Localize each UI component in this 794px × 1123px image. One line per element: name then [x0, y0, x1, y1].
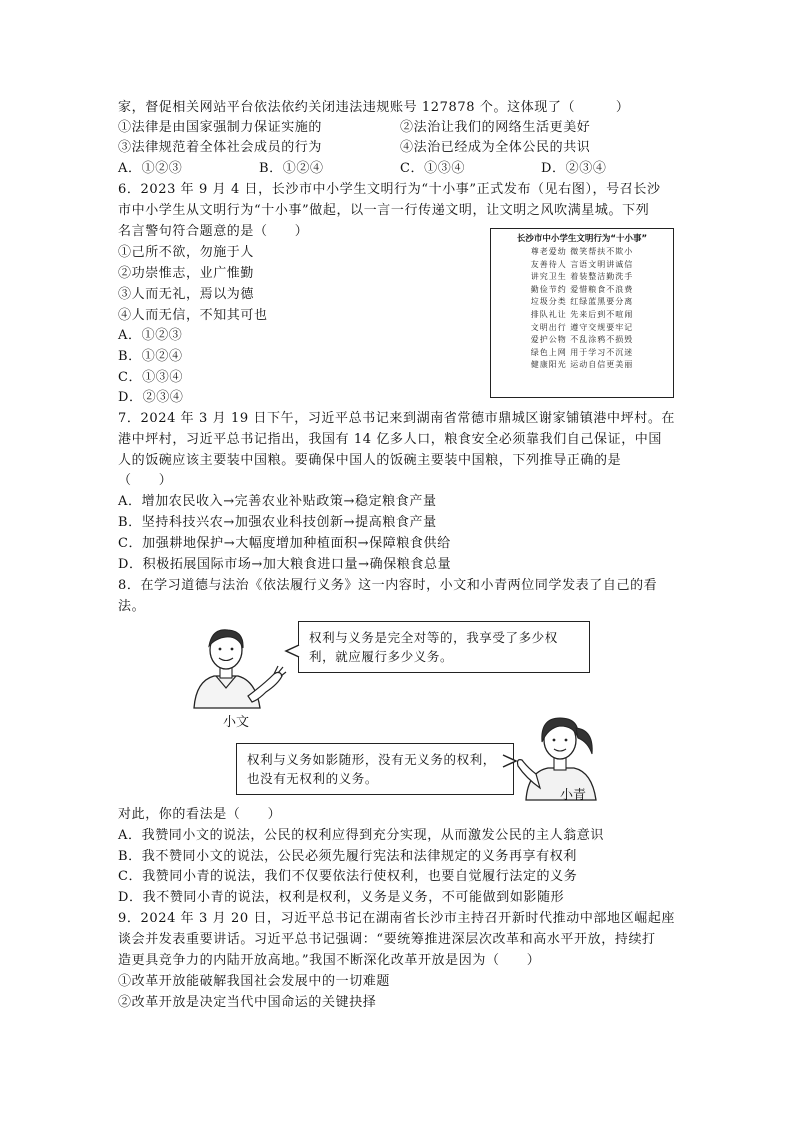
poster-line: 排队礼让 先来后到不喧闹 — [530, 309, 634, 319]
q6-option-b[interactable]: B．①②④ — [118, 349, 183, 364]
q6-line-1: 6．2023 年 9 月 4 日，长沙市中小学生文明行为“十小事”正式发布（见右图），号召长沙 — [118, 182, 661, 197]
q7-option-c[interactable]: C．加强耕地保护→大幅度增加种植面积→保障粮食供给 — [118, 536, 451, 551]
q7-option-d[interactable]: D．积极拓展国际市场→加大粮食进口量→确保粮食总量 — [118, 557, 452, 572]
poster-line: 爱护公物 不乱涂鸦不损毁 — [530, 335, 634, 345]
q8-option-b[interactable]: B．我不赞同小文的说法，公民必须先履行宪法和法律规定的义务再享有权利 — [118, 849, 577, 864]
q6-statement-1: ①己所不欲，勿施于人 — [118, 245, 255, 260]
xiaoqing-speech-bubble: 权利与义务如影随形，没有无义务的权利，也没有无权利的义务。 — [236, 743, 514, 795]
poster-line: 绿色上网 用于学习不沉迷 — [530, 347, 634, 357]
civility-ten-things-poster — [490, 228, 674, 398]
q8-option-a[interactable]: A．我赞同小文的说法，公民的权利应得到充分实现，从而激发公民的主人翁意识 — [118, 828, 604, 843]
q8-line-1: 8．在学习道德与法治《依法履行义务》这一内容时，小文和小青两位同学发表了自己的看 — [118, 578, 658, 593]
xiaoqing-name-label: 小青 — [560, 788, 587, 803]
q7-line-4: （ ） — [118, 473, 173, 488]
q9-statement-1: ①改革开放能破解我国社会发展中的一切难题 — [118, 974, 391, 989]
q6-option-d[interactable]: D．②③④ — [118, 390, 184, 405]
q9-line-3: 造更具竞争力的内陆开放高地。”我国不断深化改革开放是因为（ ） — [118, 953, 541, 968]
poster-line: 尊老爱幼 微笑帮扶不欺小 — [530, 247, 634, 256]
q6-line-3: 名言警句符合题意的是（ ） — [118, 224, 309, 239]
q7-option-a[interactable]: A．增加农民收入→完善农业补贴政策→稳定粮食产量 — [118, 494, 437, 509]
poster-line: 文明出行 遵守交规要牢记 — [530, 322, 634, 332]
q6-statement-3: ③人而无礼，焉以为德 — [118, 287, 255, 302]
q5-option-c[interactable]: C．①③④ — [400, 161, 465, 176]
q5-option-d[interactable]: D．②③④ — [541, 161, 607, 176]
poster-line: 讲究卫生 着装整洁勤洗手 — [530, 272, 634, 282]
poster-line: 垃圾分类 红绿蓝黑要分离 — [530, 297, 634, 307]
q6-option-c[interactable]: C．①③④ — [118, 370, 183, 385]
poster-line: 勤俭节约 爱惜粮食不浪费 — [530, 284, 634, 294]
q8-option-d[interactable]: D．我不赞同小青的说法，权利是权利，义务是义务，不可能做到如影随形 — [118, 890, 565, 905]
q5-statements-row-1 — [118, 119, 678, 137]
q5-option-a[interactable]: A．①②③ — [118, 161, 183, 176]
q7-option-b[interactable]: B．坚持科技兴农→加强农业科技创新→提高粮食产量 — [118, 515, 437, 530]
q5-statements-row-2 — [118, 139, 678, 157]
q5-statement-1: ①法律是由国家强制力保证实施的 — [118, 120, 323, 135]
q9-line-2: 谈会并发表重要讲话。习近平总书记强调：“要统筹推进深层次改革和高水平开放，持续打 — [118, 932, 656, 947]
xiaowen-illustration — [186, 626, 296, 708]
q6-statement-2: ②功崇惟志，业广惟勤 — [118, 266, 255, 281]
q5-statement-3: ③法律规范着全体社会成员的行为 — [118, 140, 323, 155]
bubble-pointer-left — [286, 644, 300, 658]
q5-stem-tail: 家，督促相关网站平台依法依约关闭违法违规账号 127878 个。这体现了（ ） — [118, 100, 630, 115]
xiaowen-name-label: 小文 — [223, 715, 250, 730]
q7-line-1: 7．2024 年 3 月 19 日下午，习近平总书记来到湖南省常德市鼎城区谢家铺镇港中坪村。在 — [118, 411, 676, 426]
poster-line: 健康阳光 运动自信更美丽 — [530, 360, 634, 370]
q6-statement-4: ④人而无信，不知其可也 — [118, 308, 268, 323]
q9-line-1: 9．2024 年 3 月 20 日，习近平总书记在湖南省长沙市主持召开新时代推动中部地区崛起座 — [118, 911, 676, 926]
q5-statement-4: ④法治已经成为全体公民的共识 — [400, 140, 591, 155]
poster-title: 长沙市中小学生文明行为“十小事” — [516, 234, 648, 244]
q7-line-3: 人的饭碗应该主要装中国粮。要确保中国人的饭碗主要装中国粮，下列推导正确的是 — [118, 453, 622, 468]
q5-statement-2: ②法治让我们的网络生活更美好 — [400, 120, 591, 135]
q5-options — [118, 160, 678, 178]
q9-statement-2: ②改革开放是决定当代中国命运的关键抉择 — [118, 995, 377, 1010]
q6-line-2: 市中小学生从文明行为“十小事”做起，以一言一行传递文明，让文明之风吹满星城。下列 — [118, 203, 650, 218]
xiaowen-speech-bubble: 权利与义务是完全对等的，我享受了多少权利，就应履行多少义务。 — [298, 621, 590, 673]
q5-option-b[interactable]: B．①②④ — [259, 161, 324, 176]
poster-line: 友善待人 言语文明讲诚信 — [530, 259, 634, 269]
q8-line-2: 法。 — [118, 599, 146, 614]
q8-ask: 对此，你的看法是（ ） — [118, 807, 282, 822]
q6-option-a[interactable]: A．①②③ — [118, 328, 183, 343]
q7-line-2: 港中坪村，习近平总书记指出，我国有 14 亿多人口，粮食安全必须靠我们自己保证，中国 — [118, 432, 663, 447]
q8-option-c[interactable]: C．我赞同小青的说法，我们不仅要依法行使权利，也要自觉履行法定的义务 — [118, 869, 578, 884]
